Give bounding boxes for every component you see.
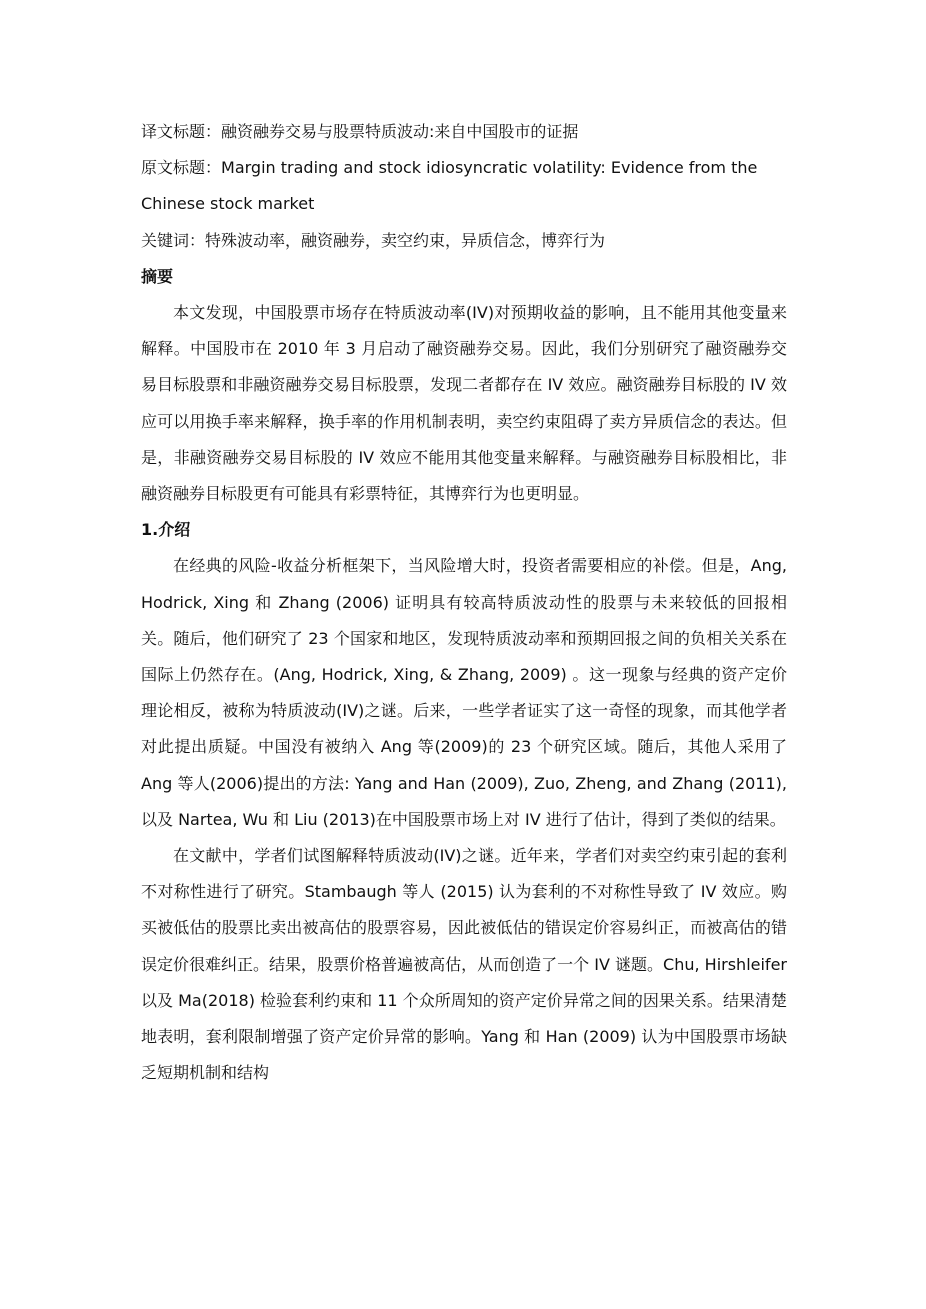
translated-title-line — [141, 114, 787, 150]
translated-title-label: 译文标题： — [141, 122, 222, 141]
translated-title: 融资融券交易与股票特质波动:来自中国股市的证据 — [221, 122, 579, 141]
intro-heading: 1.介绍 — [141, 520, 191, 540]
original-title-label: 原文标题： — [141, 158, 222, 178]
keywords-line — [141, 223, 787, 259]
original-title-line — [141, 150, 787, 222]
document-page — [141, 114, 787, 1091]
abstract-paragraph: 本文发现，中国股票市场存在特质波动率(IV)对预期收益的影响，且不能用其他变量来解释。中国股市在 2010 年 3 月启动了融资融券交易。因此，我们分别研究了融资融券交易目标股票和非融资融券交易目标股票，发现二者都存在 IV 效应。融资融券目标股的 IV 效应可以用换手率来解释，换手率的作用机制表明，卖空约束阻碍了卖方异质信念的表达。但是，非融资融券交易目标股的 IV 效应不能用其他变量来解释。与融资融券目标股相比，非融资融券目标股更有可能具有彩票特征，其博弈行为也更明显。 — [141, 303, 787, 504]
keywords: 特殊波动率，融资融券，卖空约束，异质信念，博弈行为 — [205, 230, 606, 250]
intro-paragraph-2: 在文献中，学者们试图解释特质波动(IV)之谜。近年来，学者们对卖空约束引起的套利不对称性进行了研究。Stambaugh 等人 (2015) 认为套利的不对称性导致了 IV 效应。购买被低估的股票比卖出被高估的股票容易，因此被低估的错误定价容易纠正，而被高估的错误定价很难纠正。结果，股票价格普遍被高估，从而创造了一个 IV 谜题。Chu, Hirshleifer 以及 Ma(2018) 检验套利约束和 11 个众所周知的资产定价异常之间的因果关系。结果清楚地表明，套利限制增强了资产定价异常的影响。Yang 和 Han (2009) 认为中国股票市场缺乏短期机制和结构 — [141, 846, 787, 1083]
original-title: Margin trading and stock idiosyncratic volatility: Evidence from the Chinese stock market — [141, 158, 758, 214]
keywords-label: 关键词： — [141, 230, 206, 250]
intro-paragraph-1: 在经典的风险-收益分析框架下，当风险增大时，投资者需要相应的补偿。但是，Ang, Hodrick, Xing 和 Zhang (2006) 证明具有较高特质波动性的股票与未来较低的回报相关。随后，他们研究了 23 个国家和地区，发现特质波动率和预期回报之间的负相关关系在国际上仍然存在。(Ang, Hodrick, Xing, & Zhang, 2009) 。这一现象与经典的资产定价理论相反，被称为特质波动(IV)之谜。后来，一些学者证实了这一奇怪的现象，而其他学者对此提出质疑。中国没有被纳入 Ang 等(2009)的 23 个研究区域。随后，其他人采用了 Ang 等人(2006)提出的方法: Yang and Han (2009), Zuo, Zheng, and Zhang (2011), 以及 Nartea, Wu 和 Liu (2013)在中国股票市场上对 IV 进行了估计，得到了类似的结果。 — [141, 556, 787, 829]
abstract-heading: 摘要 — [141, 266, 174, 286]
